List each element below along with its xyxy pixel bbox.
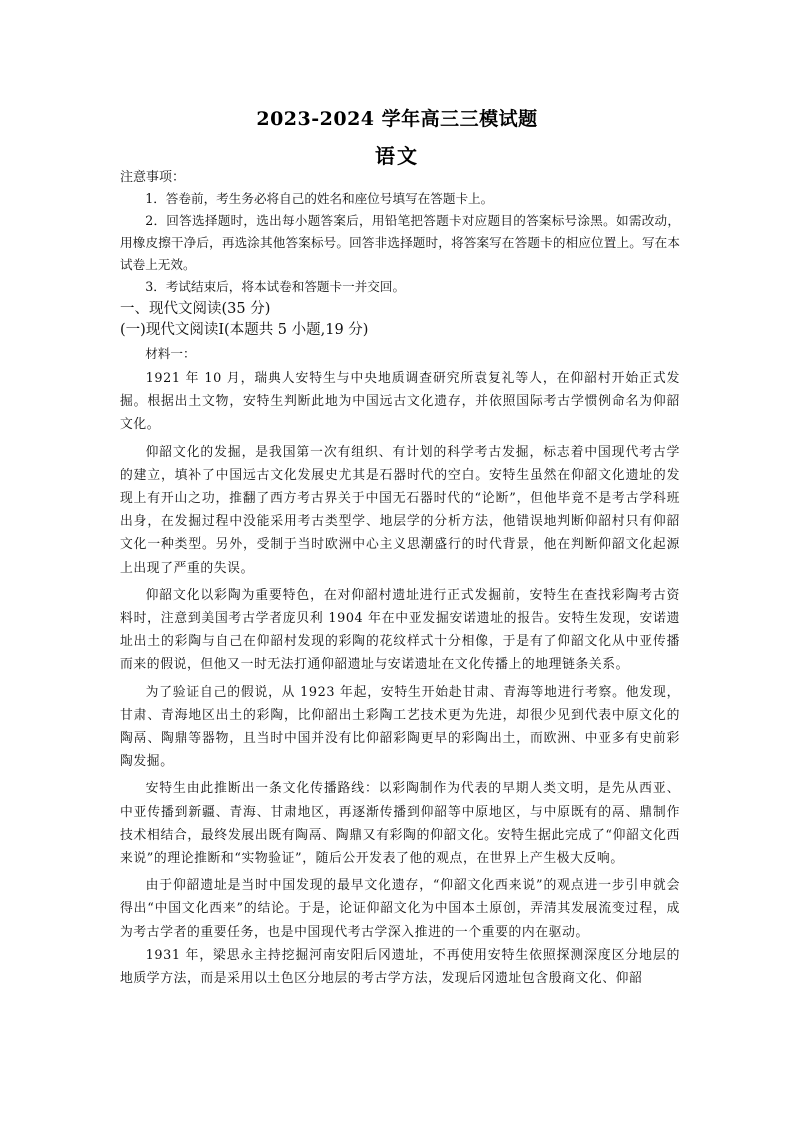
material-label: 材料一： (145, 346, 196, 361)
paragraph-1: 1921 年 10 月，瑞典人安特生与中央地质调查研究所袁复礼等人，在仰韶村开始正式发掘。根据出土文物，安特生判断此地为中国远古文化遗存，并依照国际考古学惯例命名为仰韶文化。 (120, 371, 680, 433)
paragraph-2: 仰韶文化的发掘，是我国第一次有组织、有计划的科学考古发掘，标志着中国现代考古学的建立，填补了中国远古文化发展史尤其是石器时代的空白。安特生虽然在仰韶文化遗址的发现上有开山之功，推翻了西方考古界关于中国无石器时代的“论断”，但他毕竟不是考古学科班出身，在发掘过程中没能采用考古类型学、地层学的分析方法，他错误地判断仰韶村只有仰韶文化一种类型。另外，受制于当时欧洲中心主义思潮盛行的时代背景，他在判断仰韶文化起源上出现了严重的失误。 (120, 444, 680, 576)
notice-item-1: 1．答卷前，考生务必将自己的姓名和座位号填写在答题卡上。 (145, 191, 494, 206)
exam-body (120, 168, 680, 990)
paragraph-5: 安特生由此推断出一条文化传播路线：以彩陶制作为代表的早期人类文明，是先从西亚、中亚传播到新疆、青海、甘肃地区，再逐渐传播到仰韶等中原地区，与中原既有的鬲、鼎制作技术相结合，最终发展出既有陶鬲、陶鼎又有彩陶的仰韶文化。安特生据此完成了“仰韶文化西来说”的理论推断和“实物验证”，随后公开发表了他的观点，在世界上产生极大反响。 (120, 781, 680, 867)
section-title: 一、现代文阅读(35 分) (120, 301, 271, 317)
notice-heading: 注意事项： (120, 170, 186, 185)
paragraph-4: 为了验证自己的假说，从 1923 年起，安特生开始赴甘肃、青海等地进行考察。他发现，甘肃、青海地区出土的彩陶，比仰韶出土彩陶工艺技术更为先进，却很少见到代表中原文化的陶鬲、陶鼎等器物，且当时中国并没有比仰韶彩陶更早的彩陶出土，而欧洲、中亚多有史前彩陶发掘。 (120, 684, 680, 770)
exam-title: 2023-2024 学年高三三模试题 (256, 108, 538, 130)
subject-title: 语文 (375, 144, 419, 168)
paragraph-3: 仰韶文化以彩陶为重要特色，在对仰韶村遗址进行正式发掘前，安特生在查找彩陶考古资料时，注意到美国考古学者庞贝利 1904 年在中亚发掘安诺遗址的报告。安特生发现，安诺遗址出土的彩陶与自己在仰韶村发现的彩陶的花纹样式十分相像，于是有了仰韶文化从中亚传播而来的假说，但他又一时无法打通仰韶遗址与安诺遗址在文化传播上的地理链条关系。 (120, 587, 680, 673)
paragraph-6: 由于仰韶遗址是当时中国发现的最早文化遗存，“仰韶文化西来说”的观点进一步引申就会得出“中国文化西来”的结论。于是，论证仰韶文化为中国本土原创，弄清其发展流变过程，成为考古学者的重要任务，也是中国现代考古学深入推进的一个重要的内在驱动。 (120, 878, 680, 940)
paragraph-7: 1931 年，梁思永主持挖掘河南安阳后冈遗址，不再使用安特生依照探测深度区分地层的地质学方法，而是采用以土色区分地层的考古学方法，发现后冈遗址包含殷商文化、仰韶 (120, 947, 680, 987)
notice-item-2: 2．回答选择题时，选出每小题答案后，用铅笔把答题卡对应题目的答案标号涂黑。如需改动，用橡皮擦干净后，再选涂其他答案标号。回答非选择题时，将答案写在答题卡的相应位置上。写在本试卷上无效。 (120, 213, 680, 272)
notice-item-3: 3．考试结束后，将本试卷和答题卡一并交回。 (145, 279, 406, 294)
section-subtitle: (一)现代文阅读Ⅰ(本题共 5 小题,19 分) (120, 322, 369, 338)
